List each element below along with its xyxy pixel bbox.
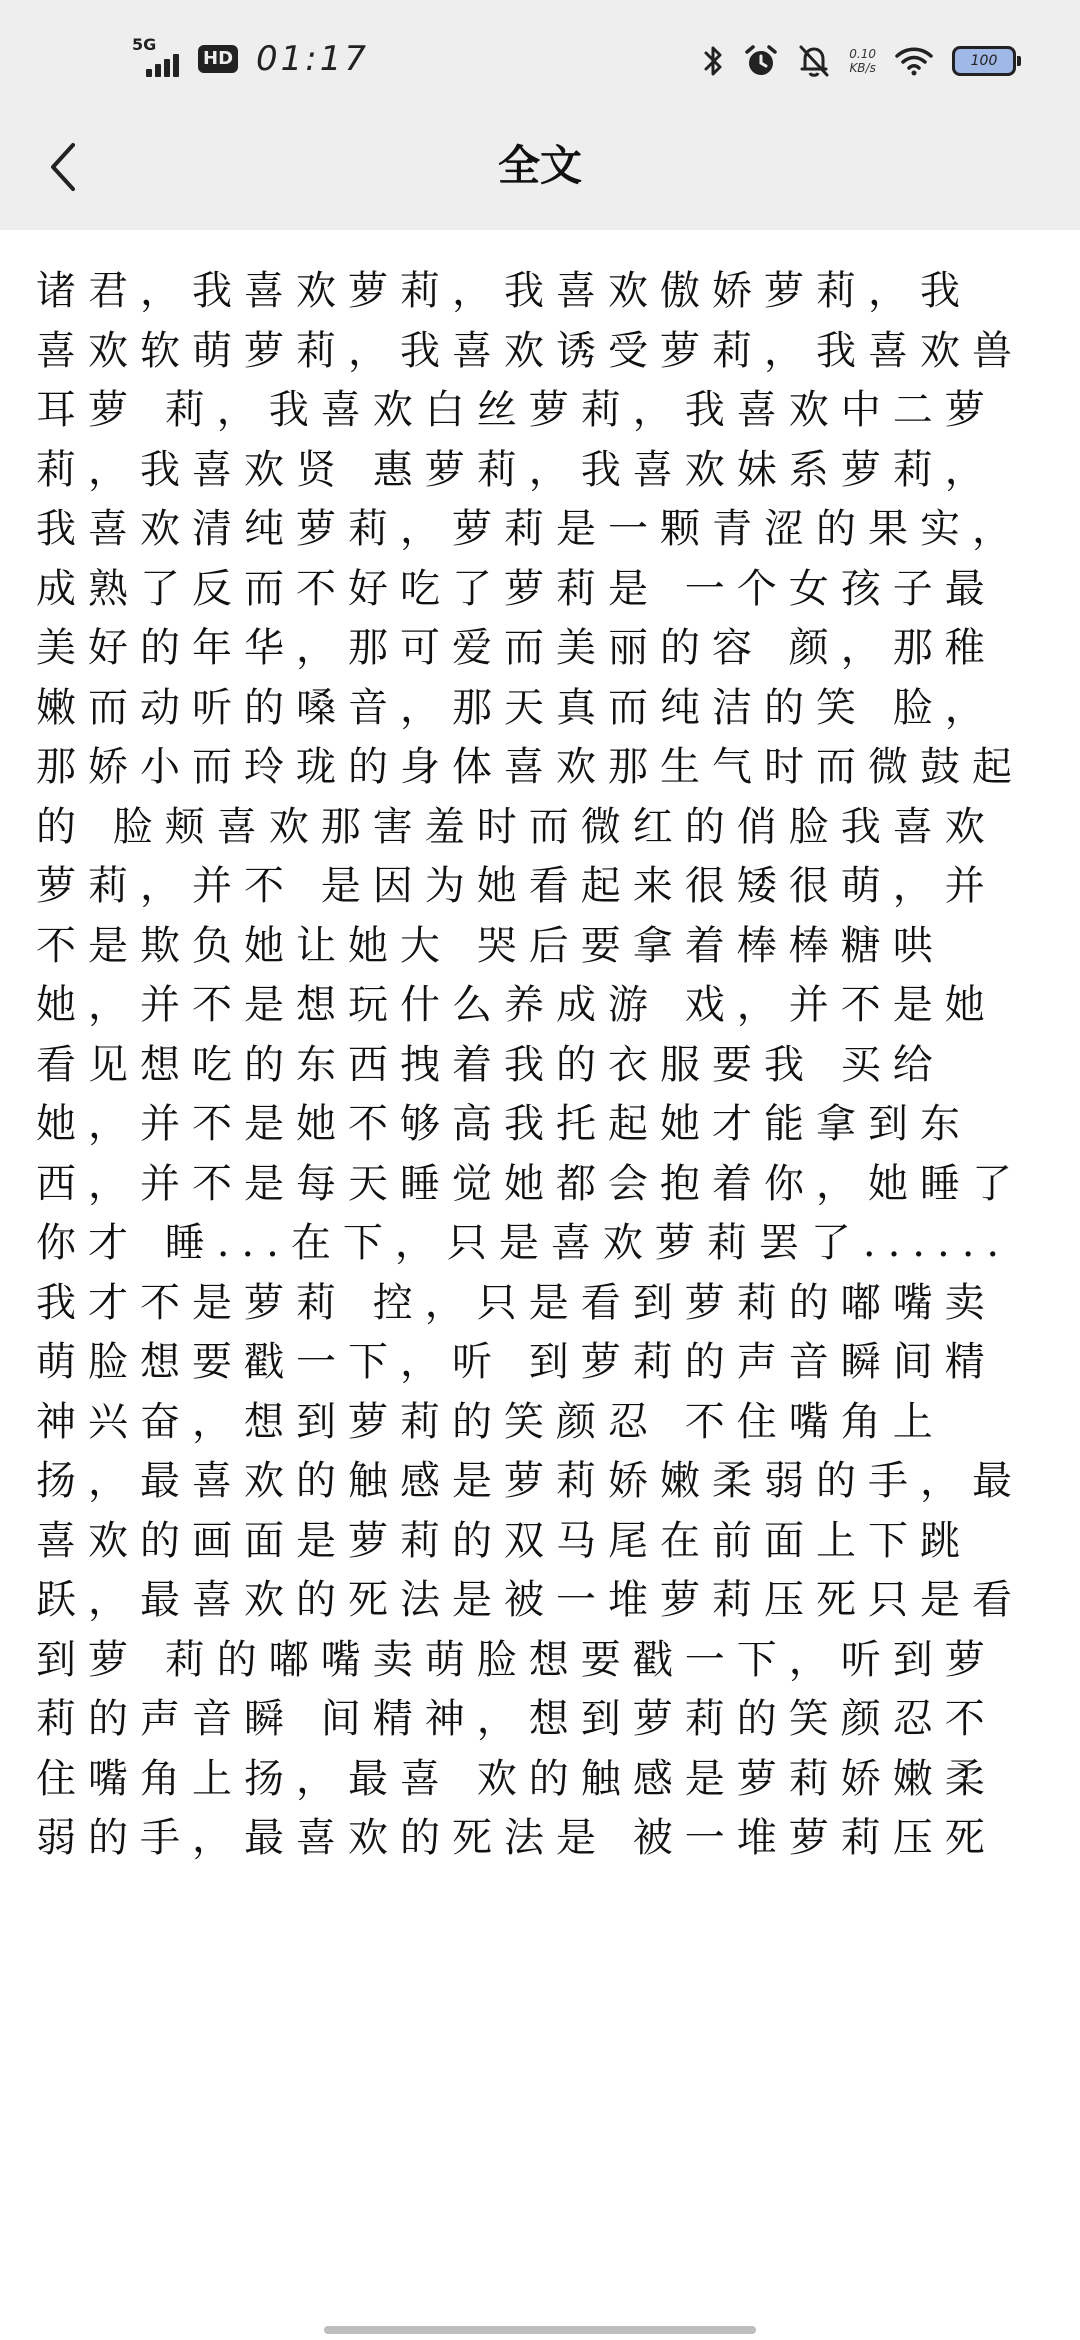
net-speed xyxy=(849,47,876,75)
battery-level: 100 xyxy=(970,53,998,69)
page-title: 全文 xyxy=(497,141,582,190)
status-right xyxy=(703,36,1016,86)
status-time: 01:17 xyxy=(256,39,369,79)
status-left xyxy=(132,34,369,84)
signal-bars xyxy=(146,54,179,77)
net-speed-value: 0.10 xyxy=(849,47,876,61)
signal-icon xyxy=(132,35,188,79)
wifi-icon xyxy=(894,45,934,77)
bluetooth-icon xyxy=(703,44,725,78)
bell-off-icon xyxy=(797,43,831,79)
status-bar xyxy=(0,0,1080,120)
hd-badge: HD xyxy=(198,45,238,73)
home-indicator[interactable] xyxy=(324,2326,756,2334)
battery-icon xyxy=(952,46,1016,76)
net-speed-unit: KB/s xyxy=(849,61,876,75)
nav-bar xyxy=(0,120,1080,230)
alarm-icon xyxy=(743,43,779,79)
top-area xyxy=(0,0,1080,230)
article-text: 诸君，我喜欢萝莉，我喜欢傲娇萝莉，我 喜欢软萌萝莉，我喜欢诱受萝莉，我喜欢兽耳萝 莉，我喜欢白丝萝莉，我喜欢中二萝莉，我喜欢贤 惠萝莉，我喜欢妹系萝莉，我喜欢清纯萝莉，萝莉是一颗青涩的果实，成熟了反而不好吃了萝莉是 一个女孩子最美好的年华，那可爱而美丽的容 颜，那稚嫩而动听的嗓音，那天真而纯洁的笑 脸，那娇小而玲珑的身体喜欢那生气时而微鼓起的 脸颊喜欢那害羞时而微红的俏脸我喜欢萝莉，并不 是因为她看起来很矮很萌，并不是欺负她让她大 哭后要拿着棒棒糖哄她，并不是想玩什么养成游 戏，并不是她看见想吃的东西拽着我的衣服要我 买给她，并不是她不够高我托起她才能拿到东 西，并不是每天睡觉她都会抱着你，她睡了你才 睡...在下，只是喜欢萝莉罢了......我才不是萝莉 控，只是看到萝莉的嘟嘴卖萌脸想要戳一下，听 到萝莉的声音瞬间精神兴奋，想到萝莉的笑颜忍 不住嘴角上扬，最喜欢的触感是萝莉娇嫩柔弱的手，最喜欢的画面是萝莉的双马尾在前面上下跳跃，最喜欢的死法是被一堆萝莉压死只是看到萝 莉的嘟嘴卖萌脸想要戳一下，听到萝莉的声音瞬 间精神，想到萝莉的笑颜忍不住嘴角上扬，最喜 欢的触感是萝莉娇嫩柔弱的手，最喜欢的死法是 被一堆萝莉压死 xyxy=(36,268,1024,1861)
network-type: 5G xyxy=(132,35,157,54)
